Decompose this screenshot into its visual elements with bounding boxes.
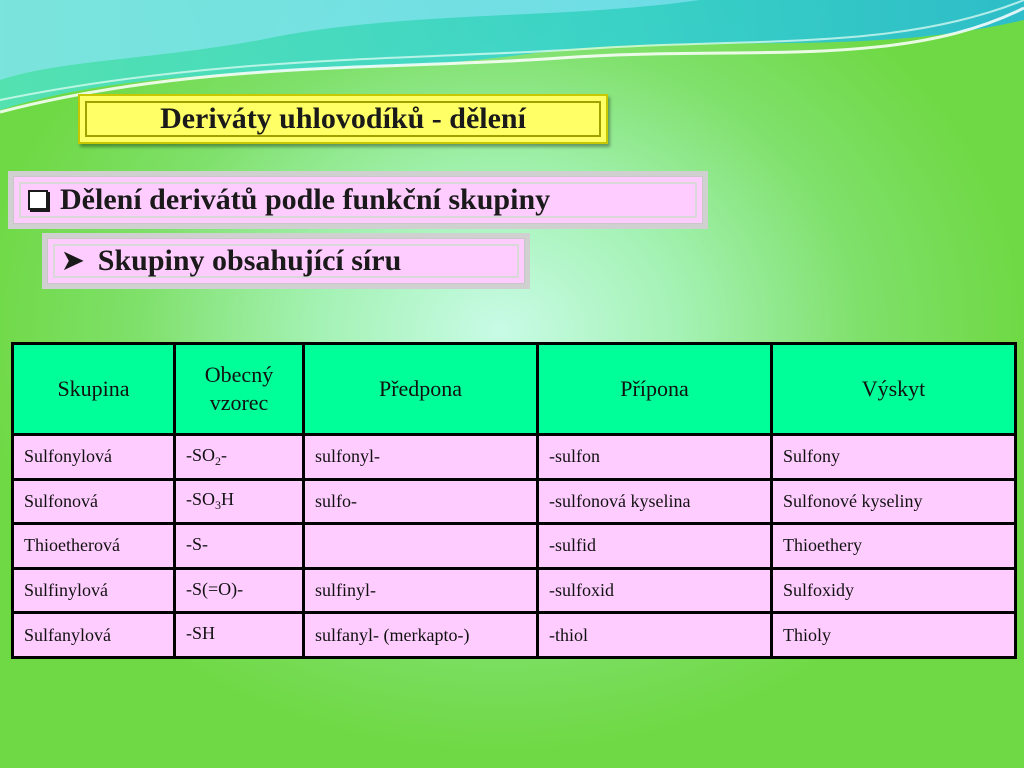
cell-skupina: Sulfonylová (13, 435, 175, 480)
cell-pripona: -thiol (538, 613, 772, 658)
sulfur-groups-table (11, 342, 1017, 659)
cell-skupina: Thioetherová (13, 524, 175, 569)
cell-pripona: -sulfid (538, 524, 772, 569)
cell-vyskyt: Sulfony (772, 435, 1016, 480)
header-vyskyt: Výskyt (772, 344, 1016, 435)
cell-vyskyt: Thioly (772, 613, 1016, 658)
cell-skupina: Sulfanylová (13, 613, 175, 658)
square-bullet-icon (28, 190, 48, 210)
header-obecny-vzorec: Obecný vzorec (175, 344, 304, 435)
cell-vyskyt: Sulfoxidy (772, 568, 1016, 613)
cell-vzorec: -S(=O)- (175, 568, 304, 613)
cell-predpona (304, 524, 538, 569)
cell-predpona: sulfonyl- (304, 435, 538, 480)
cell-vzorec: -SH (175, 613, 304, 658)
cell-vzorec: $-SO_2-$ (175, 435, 304, 480)
subheading-text: Skupiny obsahující síru (97, 244, 402, 277)
slide-title (78, 94, 608, 144)
cell-vyskyt: Thioethery (772, 524, 1016, 569)
table-row (13, 435, 1016, 480)
header-predpona: Předpona (304, 344, 538, 435)
table-header-row (13, 344, 1016, 435)
cell-pripona: -sulfon (538, 435, 772, 480)
slide-title-text: Deriváty uhlovodíků - dělení (160, 102, 526, 135)
subheading-box (47, 238, 525, 284)
cell-skupina: Sulfinylová (13, 568, 175, 613)
heading-text: Dělení derivátů podle funkční skupiny (60, 183, 551, 216)
cell-predpona: sulfinyl- (304, 568, 538, 613)
cell-pripona: -sulfoxid (538, 568, 772, 613)
table-row (13, 524, 1016, 569)
cell-predpona: sulfanyl- (merkapto-) (304, 613, 538, 658)
cell-vyskyt: Sulfonové kyseliny (772, 479, 1016, 524)
cell-vzorec: -S- (175, 524, 304, 569)
header-skupina: Skupina (13, 344, 175, 435)
cell-skupina: Sulfonová (13, 479, 175, 524)
table-row (13, 568, 1016, 613)
cell-pripona: -sulfonová kyselina (538, 479, 772, 524)
cell-predpona: sulfo- (304, 479, 538, 524)
cell-vzorec: $-SO_3H$ (175, 479, 304, 524)
heading-box (13, 176, 703, 224)
arrow-bullet-icon: ➤ (62, 246, 84, 275)
table-row (13, 613, 1016, 658)
table-row (13, 479, 1016, 524)
header-pripona: Přípona (538, 344, 772, 435)
